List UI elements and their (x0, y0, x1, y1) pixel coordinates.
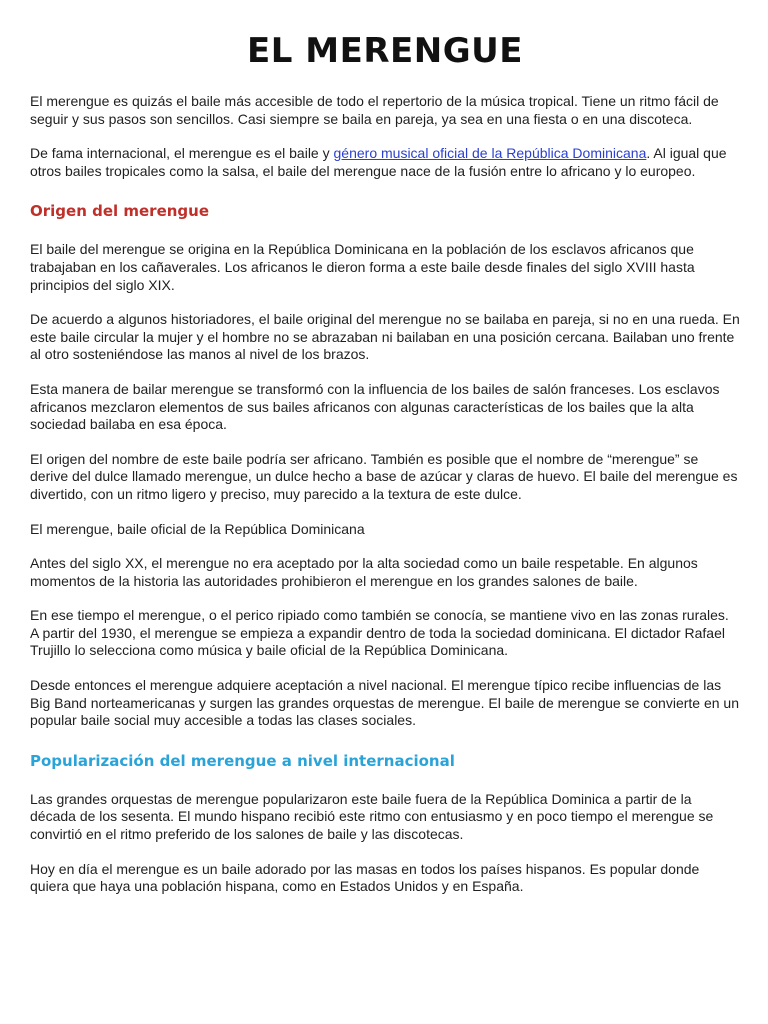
intro-paragraph-2-end: . Al igual que otros bailes tropicales como la salsa, el baile del merengue nace de la fusión entre lo africano y lo europeo. (30, 145, 727, 179)
heading-origen: Origen del merengue (30, 202, 210, 221)
intro-paragraph-1: El merengue es quizás el baile más accesible de todo el repertorio de la música tropical. Tiene un ritmo fácil de seguir y sus pasos son sencillos. Casi siempre se baila en pareja, ya sea en una fiesta o en una discoteca. (30, 93, 719, 127)
popularizacion-paragraph-1: Las grandes orquestas de merengue popularizaron este baile fuera de la República Dominica a partir de la década de los sesenta. El mundo hispano recibió este ritmo con entusiasmo y en poco tiempo el merengue se convirtió en el ritmo preferido de los salones de baile y las discotecas. (30, 790, 714, 843)
document-page (30, 0, 740, 896)
origen-paragraph-2: De acuerdo a algunos historiadores, el baile original del merengue no se bailaba en pareja, si no en una rueda. En este baile circular la mujer y el hombre no se abrazaban ni bailaban en una posición cercana. Bailaban uno frente al otro sosteniéndose las manos al nivel de los brazos. (30, 311, 740, 363)
link-genero-musical-oficial[interactable]: género musical oficial de la República Dominicana (333, 145, 647, 162)
origen-paragraph-3: Esta manera de bailar merengue se transformó con la influencia de los bailes de salón franceses. Los esclavos africanos mezclaron elementos de sus bailes africanos con algunas características de los bailes que la alta sociedad bailaba en esa época. (30, 380, 720, 433)
origen-paragraph-1: El baile del merengue se origina en la República Dominicana en la población de los esclavos africanos que trabajaban en los cañaverales. Los africanos le dieron forma a este baile desde finales del siglo XVIII hasta principios del siglo XIX. (30, 241, 695, 293)
popularizacion-paragraph-2: Hoy en día el merengue es un baile adorado por las masas en todos los países hispanos. Es popular donde quiera que haya una población hispana, como en Estados Unidos y en España. (30, 860, 700, 895)
oficial-paragraph-3: Desde entonces el merengue adquiere aceptación a nivel nacional. El merengue típico recibe influencias de las Big Band norteamericanas y surgen las grandes orquestas de merengue. El baile de merengue se convierte en un popular baile social muy accesible a todas las clases sociales. (30, 677, 739, 729)
heading-popularizacion: Popularización del merengue a nivel internacional (30, 751, 455, 770)
oficial-paragraph-2: En ese tiempo el merengue, o el perico ripiado como también se conocía, se mantiene vivo en las zonas rurales. A partir del 1930, el merengue se empieza a expandir dentro de toda la sociedad dominicana. El dictador Rafael Trujillo lo selecciona como música y baile oficial de la República Dominicana. (30, 607, 729, 659)
page-title: EL MERENGUE (247, 31, 523, 71)
heading-baile-oficial: El merengue, baile oficial de la República Dominicana (30, 520, 365, 537)
origen-paragraph-4: El origen del nombre de este baile podría ser africano. También es posible que el nombre de “merengue” se derive del dulce llamado merengue, un dulce hecho a base de azúcar y claras de huevo. El baile del merengue es divertido, con un ritmo ligero y preciso, muy parecido a la textura de este dulce. (30, 450, 738, 502)
oficial-paragraph-1: Antes del siglo XX, el merengue no era aceptado por la alta sociedad como un baile respetable. En algunos momentos de la historia las autoridades prohibieron el merengue en los grandes salones de baile. (30, 555, 698, 589)
intro-paragraph-2 (30, 145, 740, 180)
intro-paragraph-2-start: De fama internacional, el merengue es el baile y (30, 145, 334, 162)
